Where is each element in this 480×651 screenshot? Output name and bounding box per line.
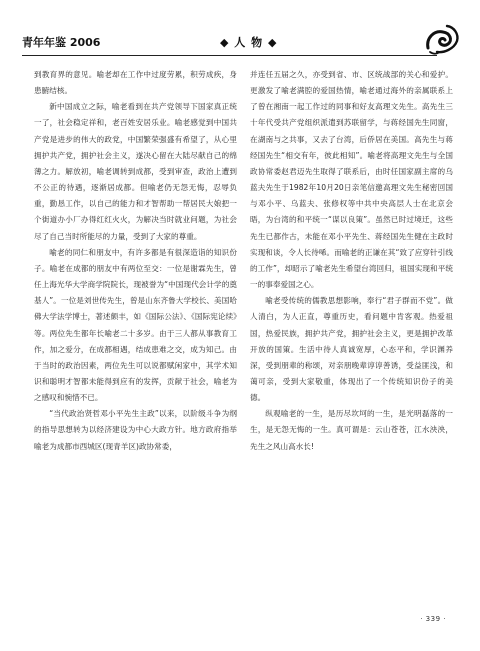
right-text-column	[250, 67, 453, 455]
paragraph: “当代政治贤哲邓小平先生主政”以来，以阶级斗争为纲的指导思想转为以经济建设为中心大政方针。地方政府指举喻老为成都市西城区(现青羊区)政协常委，	[34, 409, 237, 451]
header-rule	[22, 55, 437, 56]
paragraph: 到教育界的意见。喻老却在工作中过度劳累，积劳成疾，身患腑结核。	[34, 70, 237, 96]
paragraph: 喻老受传统的儒教思想影响，奉行“君子群而不党”。做人清白，为人正直，尊重历史，看问题中肯客观。热爱祖国，热爱民族，拥护共产党，拥护社会主义，更是拥护改革开放的国策。生活中待人真诚宽厚，心态平和，学识渊养深，受到朋辈的称颂，对亲朋晚辈谆谆善诱，受益匪浅，和蔼可亲，受到大家敬重，体现出了一个传统知识份子的美德。	[250, 296, 453, 403]
page-header	[22, 30, 460, 52]
paragraph: 喻老的同仁和朋友中，有许多都是有很深造诣的知识份子。喻老在成都的朋友中有两位至交：一位是谢霖先生，曾任上海光华大学商学院院长，现被誉为“中国现代会计学的奠基人”。一位是刘世传先生，曾是山东齐鲁大学校长、美国哈佛大学法学博士，著述颇丰，如《国际公法》、《国际宪论续》等。两位先生都年长喻老二十多岁。由于三人都从事教育工作，加之爱分，在成都相遇，结成患难之交，成为知己。由于当时的政治因素，两位先生可以说都赋闲家中，其学术知识和聪明才智都未能得到应有的发挥，贡献于社会，喻老为之感叹和惋惜不已。	[34, 247, 237, 403]
page-number: · 339 ·	[420, 615, 446, 623]
cloud-swirl-logo-icon	[424, 22, 460, 56]
left-text-column	[34, 67, 237, 455]
paragraph: 纵观喻老的一生，是历尽坎坷的一生，是光明磊落的一生，是无怨无悔的一生。真可谓是：云山苍苍，江水泱泱，先生之风山高水长!	[250, 409, 453, 451]
publication-title: 青年年鉴 2006	[22, 36, 101, 49]
paragraph: 新中国成立之际，喻老看到在共产党领导下国家真正统一了，社会稳定祥和，老百姓安居乐业。喻老感觉到中国共产党是进步的伟大的政党，中国繁荣强盛有希望了，从心里拥护共产党，拥护社会主义，遂决心留在大陆尽献自己的绵薄之力。解放初，喻老调转到成都，受到审查，政治上遭到不公正的待遇，逐渐居成都。但喻老仍无怨无悔，忍辱负重，勤恳工作，以自己的能力和才智帮助一帮居民大娘把一个街道办小厂办得红红火火，为解决当时就业问题，为社会尽了自己当时所能尽的力量，受到了大家的尊重。	[34, 102, 237, 241]
section-title: ◆ 人 物 ◆	[220, 36, 278, 49]
paragraph: 并连任五届之久，亦受到省、市、区统战部的关心和爱护。更激发了喻老满腔的爱国热情，喻老通过海外的亲属联系上了曾在湘南一起工作过的同事和好友高理文先生。高先生三十年代受共产党组织派遣到苏联留学，与蒋经国先生同窗，在湖南与之共事，又去了台湾，后侨居在美国。高先生与蒋经国先生“相交有年，彼此相知”。喻老将高理文先生与全国政协常委赵君迈先生取得了联系后，由时任国家副主席的乌蓝夫先生于1982年10月20日亲笔信邀高理文先生秘密回国与邓小平、乌蓝夫、张修权等中共中央高层人士在北京会晤，为台湾的和平统一“谋以良策”。虽然已时过境迁，这些先生已都作古，未能在邓小平先生、蒋经国先生健在主政时实现和谈，令人长待唏。而喻老的正谦在其“致了应穿针引线的工作”，却昭示了喻老先生希望台湾回归，祖国实现和平统一的事奉爱国之心。	[250, 70, 453, 290]
